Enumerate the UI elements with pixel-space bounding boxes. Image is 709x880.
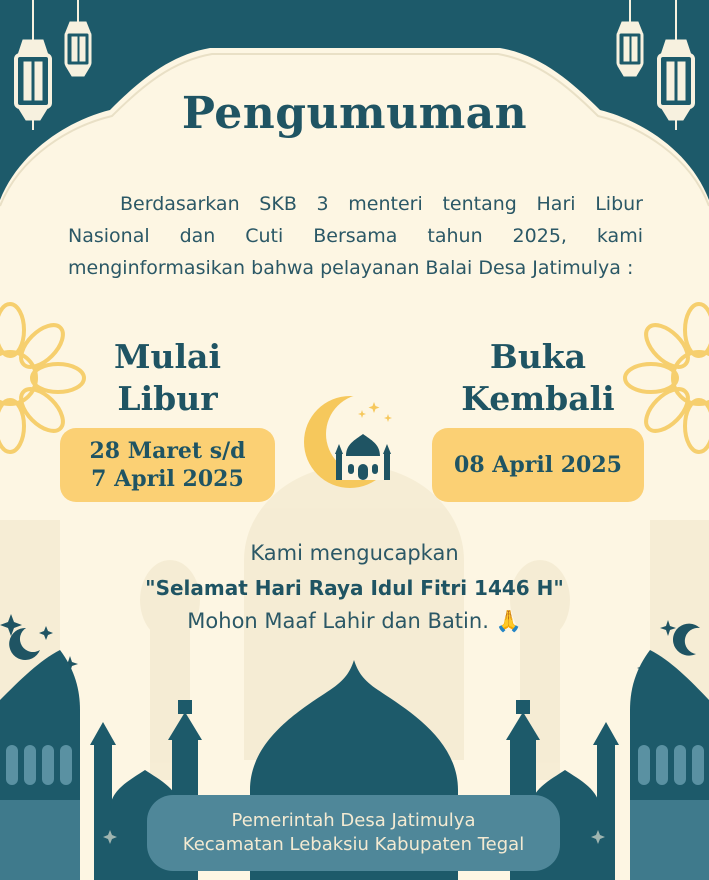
- holiday-date-line2: 7 April 2025: [91, 466, 244, 492]
- intro-paragraph: Berdasarkan SKB 3 menteri tentang Hari Libur Nasional dan Cuti Bersama tahun 2025, kami menginformasikan bahwa pelayanan Balai Desa Jatimulya :: [68, 193, 643, 279]
- footer-line2: Kecamatan Lebaksiu Kabupaten Tegal: [182, 834, 525, 855]
- greeting-line2: "Selamat Hari Raya Idul Fitri 1446 H": [145, 576, 564, 600]
- page-title: Pengumuman: [181, 88, 528, 139]
- holiday-heading: [60, 336, 275, 420]
- holiday-date-line1: 28 Maret s/d: [89, 438, 246, 464]
- holiday-date-badge: [60, 428, 275, 502]
- greeting-line1: Kami mengucapkan: [250, 541, 459, 565]
- reopen-date-badge: [432, 428, 644, 502]
- holiday-heading-line1: Mulai: [114, 337, 221, 376]
- reopen-date: 08 April 2025: [454, 452, 622, 478]
- footer-banner: [147, 795, 560, 871]
- footer-line1: Pemerintah Desa Jatimulya: [231, 810, 476, 831]
- reopen-heading-line1: Buka: [489, 337, 587, 376]
- reopen-heading: [432, 336, 644, 420]
- greeting-line3: Mohon Maaf Lahir dan Batin. 🙏: [187, 609, 522, 633]
- reopen-heading-line2: Kembali: [461, 379, 615, 418]
- holiday-heading-line2: Libur: [117, 379, 218, 418]
- crescent-mosque-icon: [300, 388, 406, 494]
